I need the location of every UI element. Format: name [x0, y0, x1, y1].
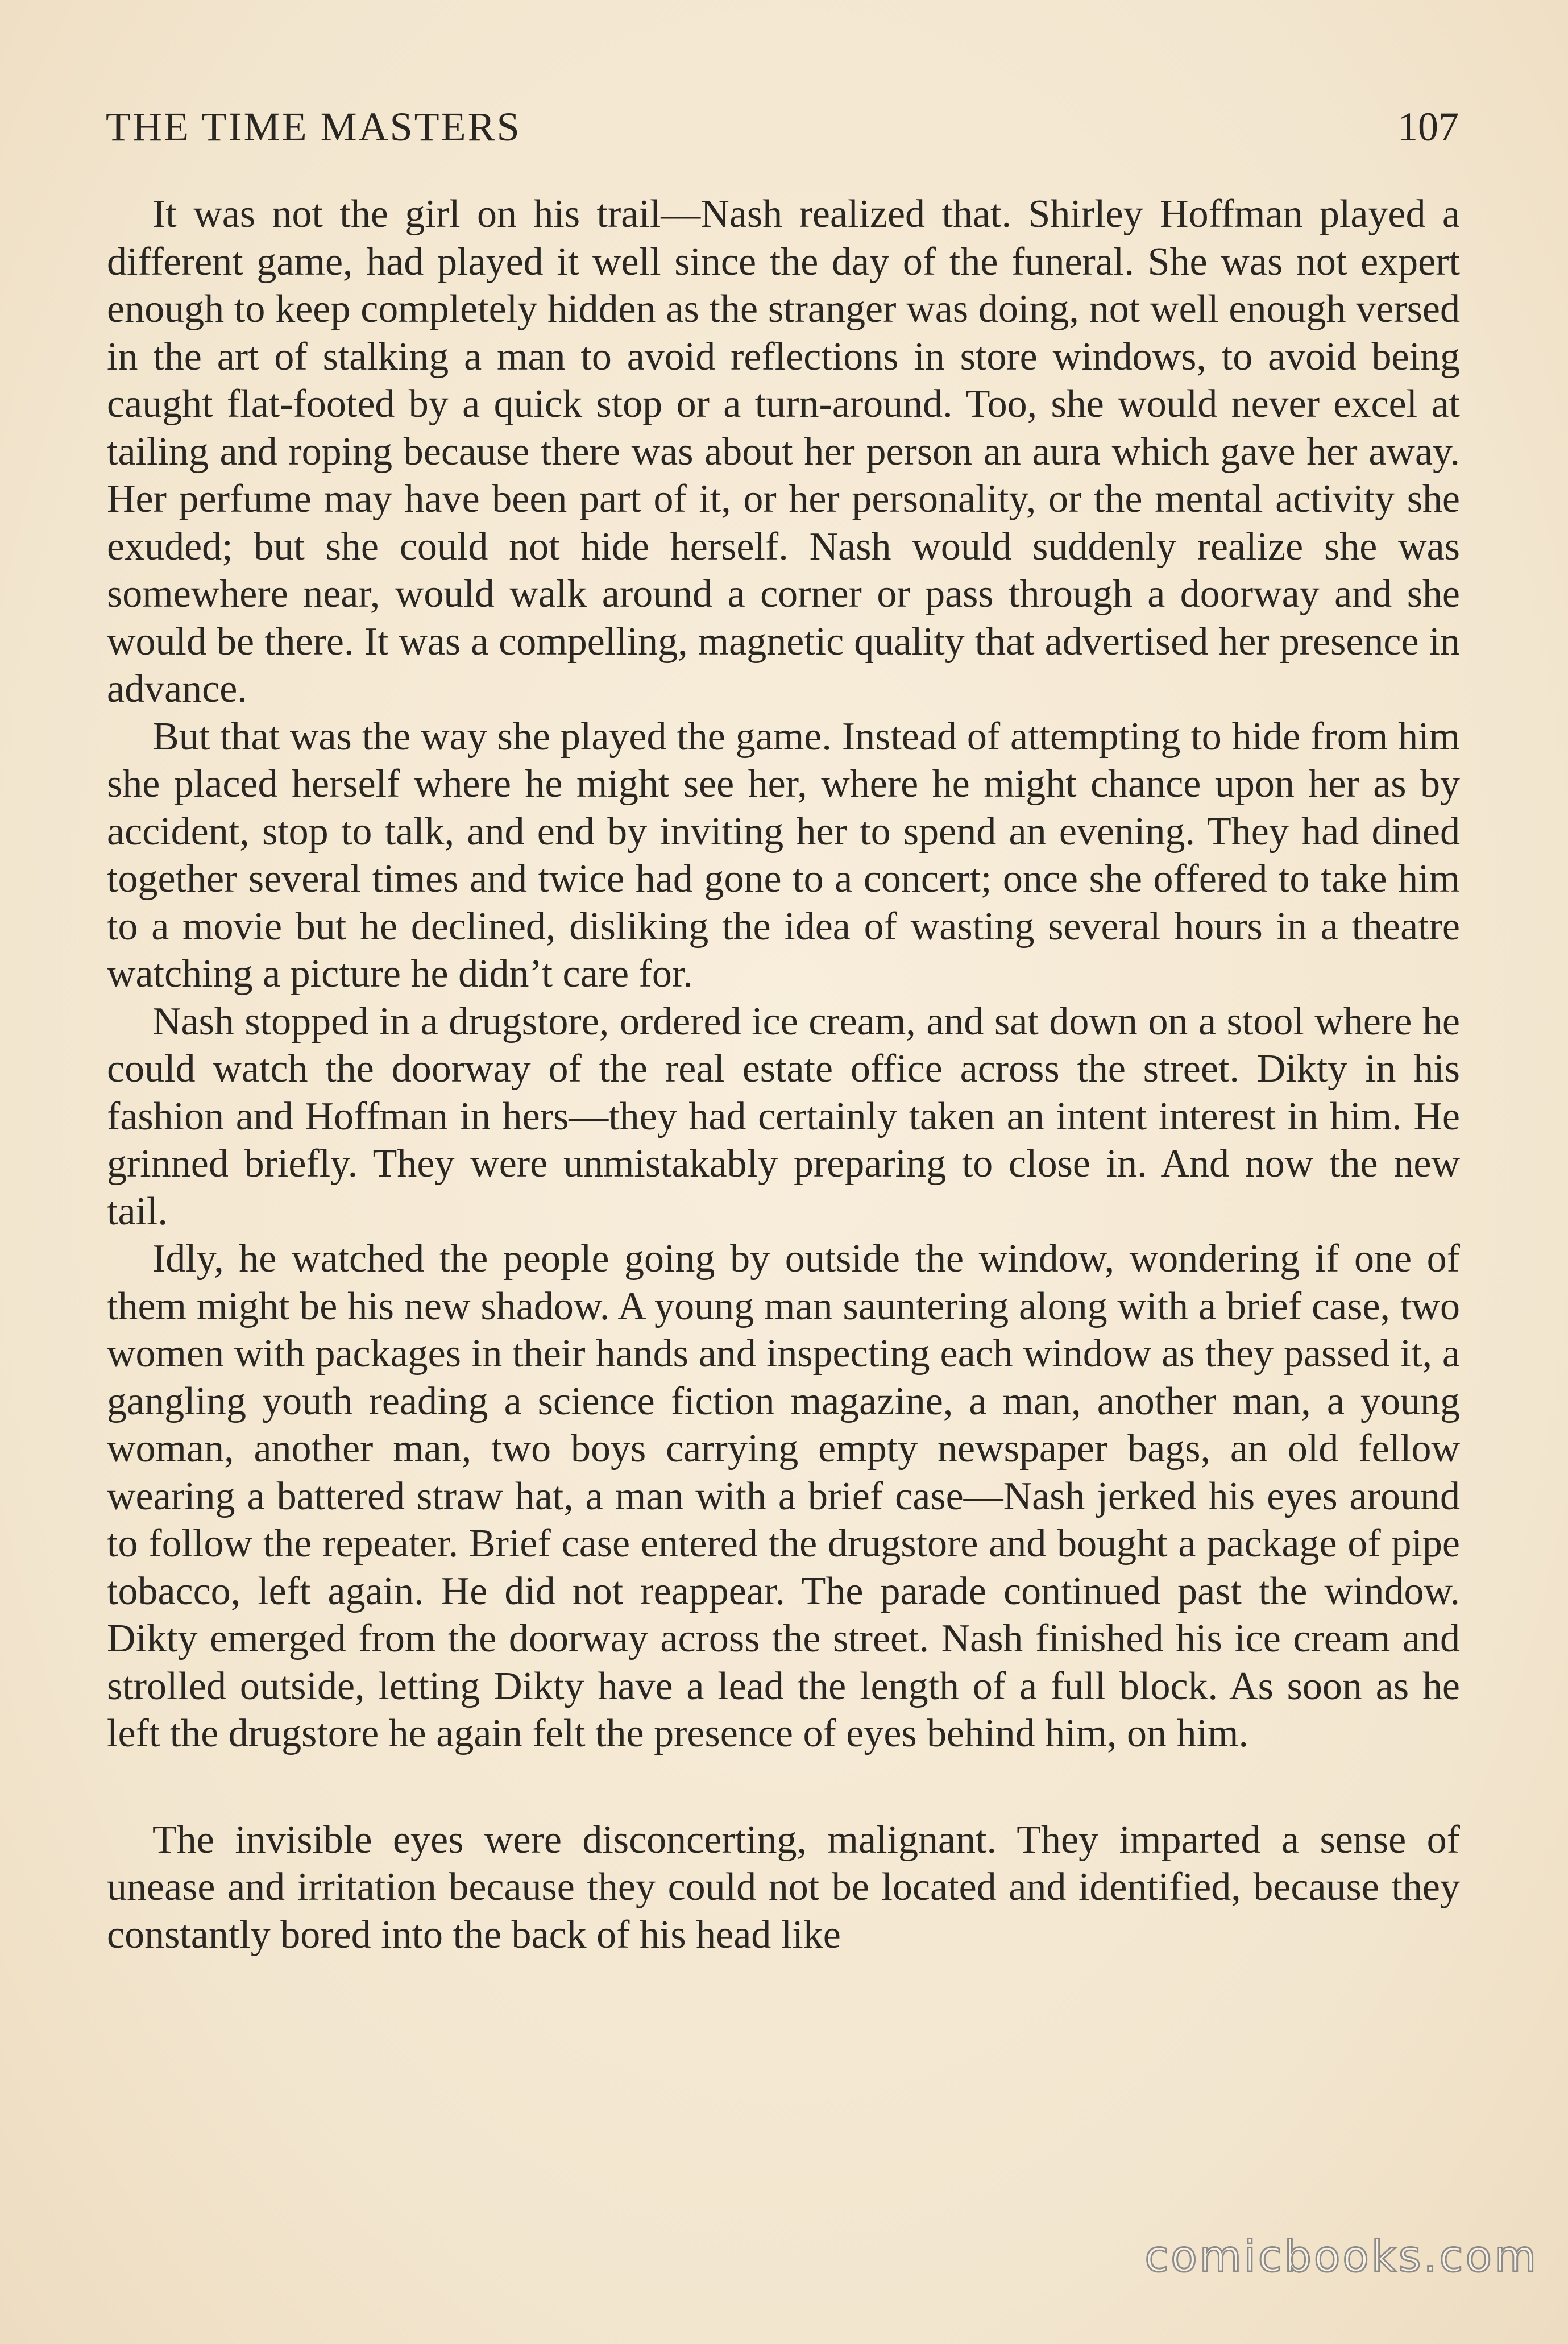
running-head: THE TIME MASTERS [106, 104, 521, 150]
paragraph: The invisible eyes were disconcerting, malignant. They imparted a sense of unease and irritation because they could not be located and identified, because they constantly bored into the back of his head like [107, 1817, 1460, 1957]
page-header [106, 96, 1459, 158]
watermark: comicbooks.com [1144, 2231, 1538, 2281]
body-text [107, 190, 1460, 1958]
paragraph: Nash stopped in a drugstore, ordered ice cream, and sat down on a stool where he could watch the doorway of the real estate office across the street. Dikty in his fashion and Hoffman in hers—they had certainly taken an intent interest in him. He grinned briefly. They were unmistakably preparing to close in. And now the new tail. [107, 999, 1460, 1233]
paragraph: Idly, he watched the people going by outside the window, wondering if one of them might be his new shadow. A young man sauntering along with a brief case, two women with packages in their hands and inspecting each window as they passed it, a gangling youth reading a science fiction magazine, a man, another man, a young woman, another man, two boys carrying empty newspaper bags, an old fellow wearing a battered straw hat, a man with a brief case—Nash jerked his eyes around to follow the repeater. Brief case entered the drugstore and bought a package of pipe tobacco, left again. He did not reappear. The parade continued past the window. Dikty emerged from the doorway across the street. Nash finished his ice cream and strolled outside, letting Dikty have a lead the length of a full block. As soon as he left the drugstore he again felt the presence of eyes behind him, on him. [107, 1237, 1460, 1755]
page-number: 107 [1397, 104, 1459, 150]
paragraph: It was not the girl on his trail—Nash realized that. Shirley Hoffman played a different game, had played it well since the day of the funeral. She was not expert enough to keep completely hidden as the stranger was doing, not well enough versed in the art of stalking a man to avoid reflections in store windows, to avoid being caught flat-footed by a quick stop or a turn-around. Too, she would never excel at tailing and roping because there was about her person an aura which gave her away. Her perfume may have been part of it, or her personality, or the mental activity she exuded; but she could not hide herself. Nash would suddenly realize she was somewhere near, would walk around a corner or pass through a doorway and she would be there. It was a compelling, magnetic quality that advertised her presence in advance. [107, 192, 1460, 711]
paragraph: But that was the way she played the game. Instead of attempting to hide from him she placed herself where he might see her, where he might chance upon her as by accident, stop to talk, and end by inviting her to spend an evening. They had dined together several times and twice had gone to a concert; once she offered to take him to a movie but he declined, disliking the idea of wasting several hours in a theatre watching a picture he didn’t care for. [107, 714, 1460, 996]
